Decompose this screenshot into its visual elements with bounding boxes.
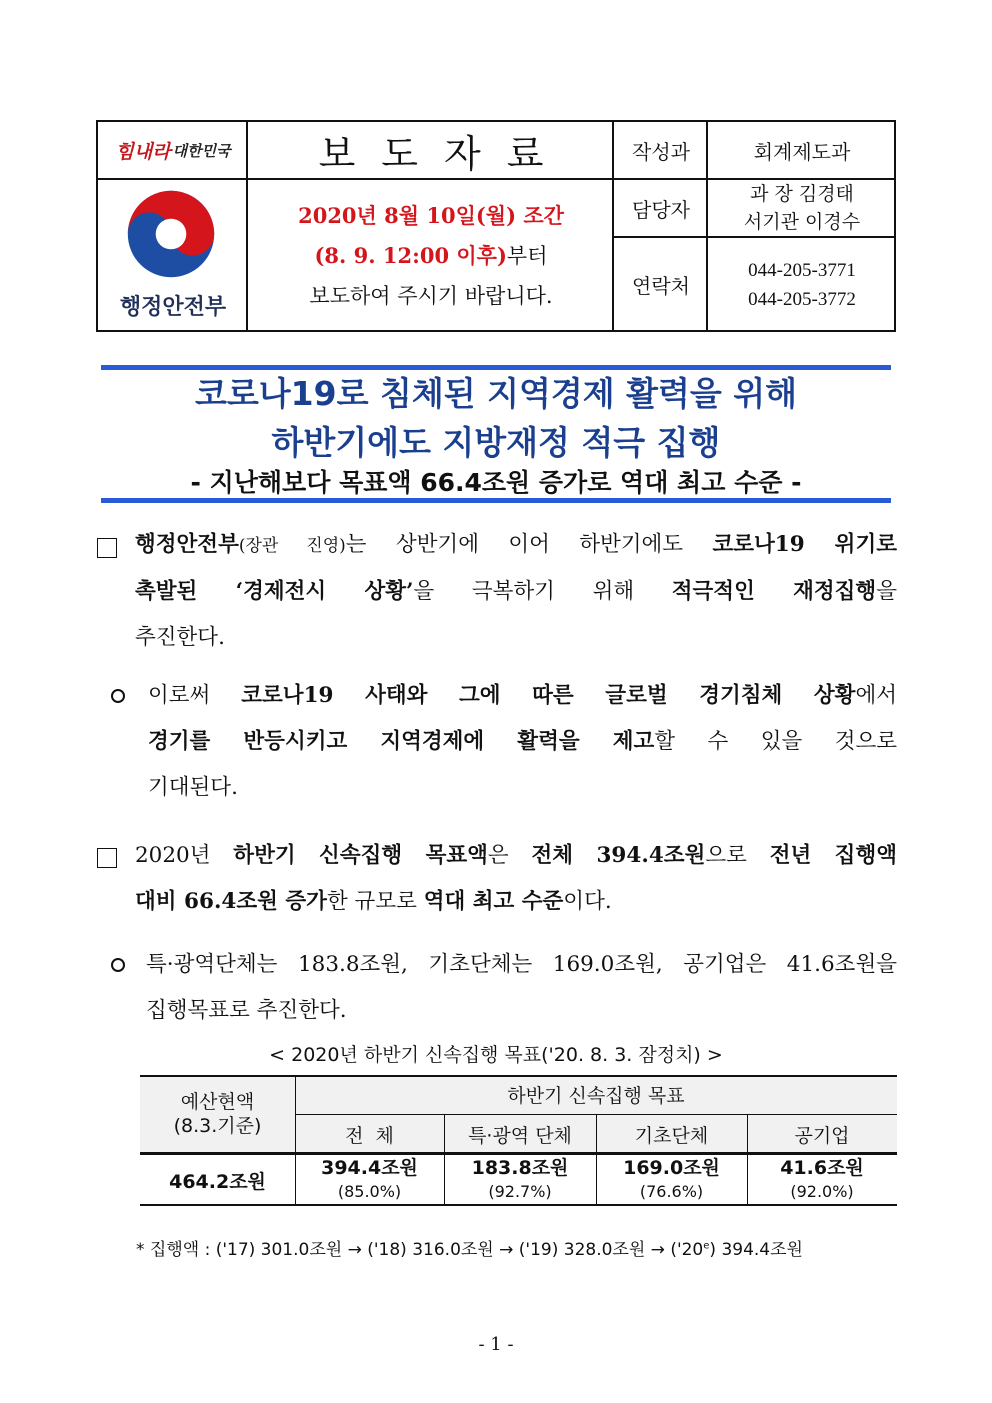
- paragraph-2: [148, 673, 897, 811]
- paragraph-3: [135, 833, 897, 925]
- slogan-logo: [98, 122, 248, 179]
- ministry-name: 행정안전부: [119, 295, 227, 320]
- public-cell: [747, 1155, 897, 1205]
- subheadline: - 지난해보다 목표액 66.4조원 증가로 역대 최고 수준 -: [190, 468, 802, 497]
- headline-line-2: 하반기에도 지방재정 적극 집행: [271, 423, 721, 462]
- metro-value: 183.8조원: [471, 1157, 569, 1179]
- footnote-text-2: ) 394.4조원: [709, 1240, 803, 1260]
- p1-covid-crisis: 코로나19 위기로: [712, 532, 897, 557]
- contact-person-label: 담당자: [632, 197, 690, 222]
- embargo-notice: [248, 179, 614, 332]
- p3-text-1: 2020년: [135, 843, 234, 868]
- page-number: - 1 -: [478, 1334, 514, 1355]
- circle-bullet-icon: [111, 689, 125, 703]
- taegeuk-emblem-icon: [126, 189, 216, 279]
- total-value: 394.4조원: [321, 1157, 418, 1179]
- p2-global: 코로나19 사태와 그에 따른 글로벌 경기침체 상황: [241, 683, 856, 708]
- p4-line-2: 집행목표로 추진한다.: [146, 998, 347, 1023]
- execution-target-table: [140, 1075, 897, 1206]
- footnote: [136, 1235, 803, 1260]
- p2-text-2: 에서: [855, 683, 897, 708]
- p1-minister: (장관 진영): [238, 536, 346, 556]
- p3-text-4: 한 규모로: [326, 889, 424, 914]
- col-basic-header: 기초단체: [634, 1124, 709, 1147]
- budget-value: 464.2조원: [169, 1170, 266, 1193]
- department-value: 회계제도과: [753, 140, 851, 164]
- basic-pct: (76.6%): [639, 1182, 704, 1201]
- embargo-time: (8. 9. 12:00 이후): [314, 242, 507, 268]
- p3-record: 역대 최고 수준: [423, 889, 564, 914]
- p1-text-3: 을: [876, 579, 897, 604]
- footnote-sup: e: [703, 1240, 710, 1252]
- col-metro-header: 특·광역 단체: [468, 1124, 572, 1147]
- budget-header-line-2: (8.3.기준): [173, 1115, 262, 1137]
- press-release-title: 보도자료: [318, 132, 570, 176]
- p2-vitality: 지역경제에 활력을 제고: [380, 729, 655, 754]
- p3-text-3: 으로: [705, 843, 770, 868]
- budget-header: [140, 1075, 295, 1153]
- slogan-red-text: 힘내라: [115, 141, 171, 163]
- budget-header-line-1: 예산현액: [180, 1091, 255, 1113]
- p2-rebound: 경기를 반등시키고: [148, 729, 381, 754]
- square-bullet-icon: [97, 538, 117, 558]
- public-pct: (92.0%): [790, 1182, 854, 1201]
- p1-text-1: 는 상반기에 이어 하반기에도: [345, 532, 713, 557]
- phone-label: 연락처: [632, 274, 690, 298]
- contact-persons: [708, 179, 896, 237]
- person-2: 서기관 이경수: [743, 211, 861, 233]
- p3-total: 전체 394.4조원: [531, 843, 706, 868]
- embargo-date: 2020년 8월 10일(월) 조간: [298, 202, 564, 228]
- p3-target: 하반기 신속집행 목표액: [233, 843, 488, 868]
- p3-text-5: 이다.: [563, 889, 612, 914]
- col-total-header: 전 체: [345, 1124, 394, 1147]
- circle-bullet-icon: [111, 958, 125, 972]
- p3-prev-year: 전년 집행액: [769, 843, 897, 868]
- p3-increase: 대비 66.4조원 증가: [135, 889, 327, 914]
- total-cell: [295, 1155, 444, 1205]
- col-public-header: 공기업: [794, 1124, 850, 1147]
- p1-ministry: 행정안전부: [135, 532, 239, 557]
- p2-text-3: 할 수 있을 것으로: [654, 729, 898, 754]
- person-1: 과 장 김경태: [750, 183, 854, 205]
- basic-cell: [596, 1155, 747, 1205]
- p1-wartime: 촉발된 ‘경제전시 상황’: [135, 579, 414, 604]
- writer-label: 작성과: [632, 140, 690, 164]
- phone-1: 044-205-3771: [748, 259, 856, 281]
- embargo-from: 부터: [506, 243, 548, 268]
- headline-line-1: 코로나19로 침체된 지역경제 활력을 위해: [195, 374, 797, 413]
- group-header: 하반기 신속집행 목표: [507, 1085, 685, 1107]
- p1-text-2: 을 극복하기 위해: [413, 579, 672, 604]
- p2-text-1: 이로써: [148, 683, 242, 708]
- p2-text-4: 기대된다.: [148, 775, 238, 800]
- table-caption: < 2020년 하반기 신속집행 목표('20. 8. 3. 잠정치) >: [269, 1044, 723, 1066]
- public-value: 41.6조원: [780, 1157, 864, 1179]
- embargo-request: 보도하여 주시기 바랍니다.: [309, 283, 553, 308]
- metro-pct: (92.7%): [488, 1182, 552, 1201]
- press-header-table: [96, 120, 896, 332]
- phone-2: 044-205-3772: [748, 288, 856, 310]
- paragraph-4: [146, 942, 897, 1034]
- square-bullet-icon: [97, 848, 117, 868]
- total-pct: (85.0%): [337, 1182, 402, 1201]
- footnote-text-1: * 집행액 : ('17) 301.0조원 → ('18) 316.0조원 → ('19) 328.0조원 → ('20: [136, 1240, 704, 1260]
- slogan-dark-text: 대한민국: [172, 142, 231, 160]
- metro-cell: [444, 1155, 596, 1205]
- phone-numbers: [708, 237, 896, 332]
- p3-text-2: 은: [487, 843, 532, 868]
- basic-value: 169.0조원: [623, 1157, 720, 1179]
- title-bottom-rule: [101, 498, 891, 503]
- p1-fiscal: 적극적인 재정집행: [671, 579, 877, 604]
- p1-text-4: 추진한다.: [135, 625, 225, 650]
- p4-line-1: 특·광역단체는 183.8조원, 기초단체는 169.0조원, 공기업은 41.6조원을: [146, 952, 897, 977]
- paragraph-1: [135, 522, 897, 661]
